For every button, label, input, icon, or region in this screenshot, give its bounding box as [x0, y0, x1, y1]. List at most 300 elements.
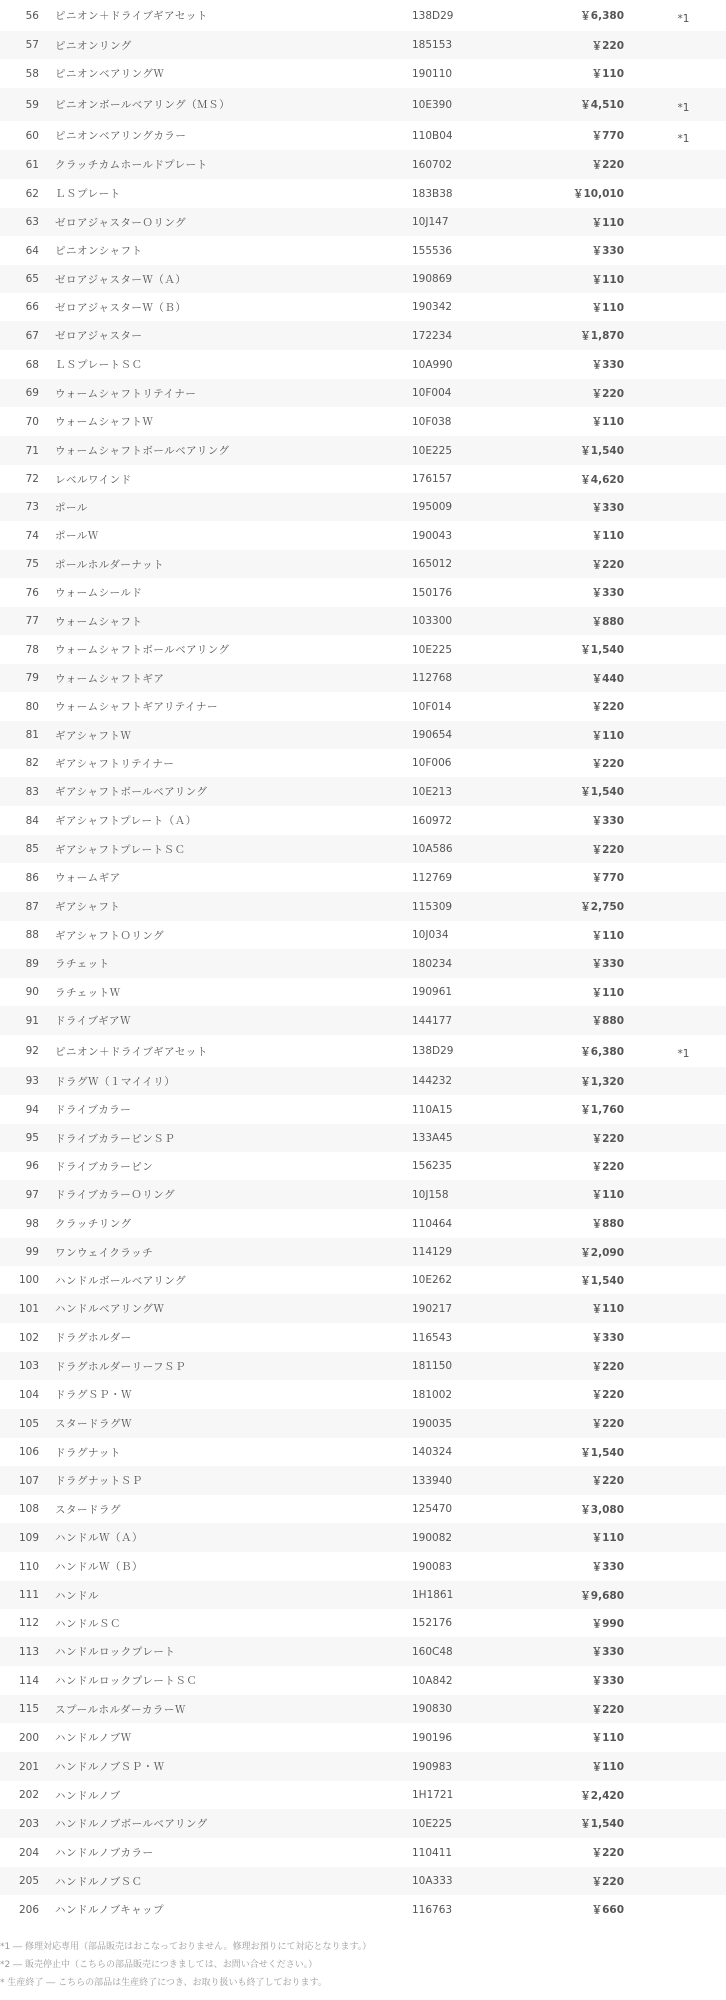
- part-number: 85: [25, 843, 39, 855]
- part-note: [624, 1152, 726, 1180]
- price-value: 110: [602, 301, 624, 314]
- part-name: ピニオンボールベアリング（ＭＳ）: [55, 99, 231, 111]
- part-price: [533, 88, 624, 121]
- part-number: 203: [18, 1817, 39, 1830]
- price-value: 1,540: [590, 1446, 624, 1459]
- part-code: 150176: [412, 586, 453, 599]
- part-number: 201: [18, 1760, 39, 1773]
- part-name: ハンドル: [55, 1589, 99, 1602]
- part-price: [533, 1581, 624, 1609]
- table-row: [0, 749, 726, 777]
- table-row: [0, 208, 726, 236]
- part-number: 200: [18, 1731, 39, 1744]
- part-note: [624, 607, 726, 635]
- part-name: ハンドルノブＳＰ・Ｗ: [55, 1761, 165, 1773]
- footnote-marker: *1: [677, 12, 690, 25]
- part-code: 10J158: [412, 1188, 449, 1201]
- currency-symbol: ￥: [591, 416, 603, 428]
- price-value: 6,380: [590, 1045, 624, 1058]
- currency-symbol: ￥: [591, 558, 603, 571]
- table-row: [0, 578, 726, 607]
- part-price: [533, 949, 624, 978]
- part-number: 61: [25, 158, 39, 171]
- part-code: 114129: [412, 1246, 453, 1258]
- part-name: ピニオン＋ドライブギアセット: [55, 1045, 208, 1058]
- currency-symbol: ￥: [591, 815, 603, 827]
- part-code: 138D29: [412, 1045, 454, 1057]
- part-code: 183B38: [412, 187, 453, 200]
- part-number: 75: [25, 558, 39, 570]
- part-note: [624, 321, 726, 350]
- part-code: 10F038: [412, 415, 452, 428]
- currency-symbol: ￥: [580, 1045, 591, 1058]
- currency-symbol: ￥: [591, 501, 603, 514]
- part-price: [533, 1609, 624, 1637]
- footnote-3: * 生産終了 ― こちらの部品は生産終了につき、お取り扱いも終了しております。: [0, 1978, 327, 1988]
- part-note: [624, 1266, 726, 1294]
- part-note: [624, 88, 726, 121]
- table-row: [0, 1609, 726, 1637]
- part-price: [533, 350, 624, 379]
- price-value: 330: [602, 1646, 624, 1658]
- price-value: 220: [602, 39, 624, 52]
- currency-symbol: ￥: [591, 1617, 603, 1630]
- part-price: [533, 1352, 624, 1380]
- currency-symbol: ￥: [580, 1789, 591, 1802]
- part-price: [533, 1035, 624, 1067]
- part-price: [533, 1495, 624, 1523]
- part-code: 144232: [412, 1075, 453, 1087]
- part-note: [624, 1552, 726, 1581]
- part-note: [624, 59, 726, 88]
- part-number: 57: [25, 39, 39, 51]
- part-price: [533, 1552, 624, 1581]
- part-code: 110464: [412, 1217, 453, 1230]
- table-row: [0, 1695, 726, 1723]
- part-note: [624, 1609, 726, 1637]
- currency-symbol: ￥: [591, 1561, 603, 1573]
- price-value: 330: [602, 359, 624, 371]
- part-price: [533, 1067, 624, 1095]
- part-number: 84: [25, 814, 39, 827]
- part-note: [624, 578, 726, 607]
- table-row: [0, 493, 726, 521]
- currency-symbol: ￥: [580, 786, 591, 798]
- price-value: 440: [602, 672, 624, 685]
- part-code: 10A586: [412, 843, 453, 855]
- part-price: [533, 1637, 624, 1666]
- part-name: ＬＳプレート: [55, 188, 121, 200]
- part-note: [624, 721, 726, 749]
- currency-symbol: ￥: [580, 1589, 591, 1602]
- table-row: [0, 179, 726, 208]
- part-name: ゼロアジャスターＷ（Ｂ）: [55, 301, 187, 314]
- part-name: ハンドルＷ（Ｂ）: [55, 1561, 143, 1573]
- part-number: 78: [25, 643, 39, 656]
- currency-symbol: ￥: [580, 1274, 591, 1287]
- price-value: 110: [602, 986, 624, 999]
- part-price: [533, 1666, 624, 1695]
- price-value: 110: [602, 273, 624, 286]
- part-code: 10F004: [412, 387, 452, 399]
- part-number: 113: [18, 1645, 39, 1658]
- part-price: [533, 1266, 624, 1294]
- table-row: [0, 1238, 726, 1266]
- table-row: [0, 692, 726, 721]
- part-note: [624, 550, 726, 578]
- part-price: [533, 1867, 624, 1895]
- price-value: 1,540: [590, 1818, 624, 1830]
- part-code: 165012: [412, 558, 453, 570]
- part-number: 72: [25, 473, 39, 485]
- part-code: 133940: [412, 1474, 453, 1487]
- table-row: [0, 1095, 726, 1124]
- part-note: [624, 692, 726, 721]
- part-note: [624, 1666, 726, 1695]
- part-number: 101: [18, 1302, 39, 1315]
- price-value: 660: [602, 1904, 624, 1916]
- part-number: 102: [18, 1331, 39, 1344]
- table-row: [0, 835, 726, 863]
- table-row: [0, 978, 726, 1006]
- table-row: [0, 921, 726, 949]
- part-note: [624, 1809, 726, 1838]
- price-value: 220: [602, 1847, 624, 1859]
- part-name: ピニオンリング: [55, 39, 132, 52]
- part-number: 58: [25, 67, 39, 80]
- part-price: [533, 121, 624, 150]
- table-row: [0, 1152, 726, 1180]
- part-number: 100: [18, 1274, 39, 1286]
- part-note: [624, 1495, 726, 1523]
- part-note: [624, 1409, 726, 1438]
- part-number: 80: [25, 700, 39, 713]
- price-value: 10,010: [583, 188, 624, 200]
- table-row: [0, 521, 726, 550]
- part-note: [624, 208, 726, 236]
- table-row: [0, 1895, 726, 1924]
- price-value: 220: [602, 1360, 624, 1373]
- currency-symbol: ￥: [591, 530, 603, 542]
- part-name: ギアシャフトプレートＳＣ: [55, 843, 186, 856]
- part-number: 86: [25, 871, 39, 884]
- part-number: 62: [25, 187, 39, 200]
- part-price: [533, 465, 624, 493]
- part-price: [533, 1723, 624, 1752]
- part-note: [624, 949, 726, 978]
- part-name: ギアシャフトプレート（Ａ）: [55, 815, 197, 827]
- part-number: 205: [18, 1875, 39, 1887]
- part-price: [533, 1380, 624, 1409]
- part-number: 114: [18, 1674, 39, 1687]
- part-name: ドラグホルダーリーフＳＰ: [55, 1360, 187, 1373]
- currency-symbol: ￥: [591, 1132, 603, 1145]
- currency-symbol: ￥: [591, 39, 603, 52]
- price-value: 110: [602, 929, 624, 942]
- part-number: 63: [25, 216, 39, 228]
- part-name: ギアシャフトＯリング: [55, 929, 165, 942]
- currency-symbol: ￥: [580, 901, 591, 913]
- part-note: [624, 0, 726, 31]
- part-note: [624, 407, 726, 436]
- part-code: 10E225: [412, 1817, 453, 1830]
- part-price: [533, 1695, 624, 1723]
- part-number: 105: [18, 1417, 39, 1430]
- part-number: 90: [25, 986, 39, 998]
- part-number: 66: [25, 301, 39, 313]
- part-name: ウォームシャフト: [55, 615, 143, 628]
- part-code: 10E262: [412, 1274, 453, 1286]
- part-code: 10F006: [412, 757, 452, 769]
- currency-symbol: ￥: [591, 1218, 603, 1230]
- part-number: 68: [25, 358, 39, 371]
- part-number: 82: [25, 757, 39, 769]
- currency-symbol: ￥: [591, 615, 603, 628]
- part-code: 140324: [412, 1446, 453, 1458]
- part-code: 181002: [412, 1388, 453, 1401]
- table-row: [0, 1552, 726, 1581]
- part-number: 91: [25, 1014, 39, 1027]
- part-name: スタードラグ: [55, 1503, 121, 1516]
- currency-symbol: ￥: [580, 473, 591, 486]
- part-code: 180234: [412, 957, 453, 970]
- part-note: [624, 749, 726, 777]
- table-row: [0, 863, 726, 892]
- currency-symbol: ￥: [580, 1104, 591, 1116]
- part-number: 106: [18, 1446, 39, 1458]
- part-code: 116543: [412, 1331, 453, 1344]
- part-name: レベルワインド: [55, 473, 132, 486]
- part-note: [624, 179, 726, 208]
- part-number: 64: [25, 244, 39, 257]
- part-note: [624, 1209, 726, 1238]
- part-price: [533, 1409, 624, 1438]
- currency-symbol: ￥: [591, 1532, 603, 1544]
- part-number: 104: [18, 1388, 39, 1401]
- part-code: 176157: [412, 473, 453, 485]
- price-value: 220: [602, 1475, 624, 1487]
- part-note: [624, 1752, 726, 1781]
- part-note: [624, 664, 726, 692]
- part-name: ウォームシールド: [55, 587, 143, 599]
- table-row: [0, 265, 726, 293]
- currency-symbol: ￥: [591, 1761, 603, 1773]
- part-price: [533, 1294, 624, 1323]
- table-row: [0, 379, 726, 407]
- part-number: 108: [18, 1503, 39, 1515]
- price-value: 880: [602, 1218, 624, 1230]
- part-number: 59: [25, 98, 39, 111]
- part-note: [624, 1637, 726, 1666]
- part-name: ドラグＳＰ・Ｗ: [55, 1389, 132, 1401]
- part-name: ドライブカラーピン: [55, 1160, 154, 1173]
- table-row: [0, 1781, 726, 1809]
- currency-symbol: ￥: [591, 1475, 603, 1487]
- price-value: 4,620: [590, 473, 624, 486]
- part-number: 77: [25, 615, 39, 627]
- part-code: 195009: [412, 501, 453, 513]
- price-value: 330: [602, 1332, 624, 1344]
- price-value: 880: [602, 615, 624, 628]
- price-value: 770: [602, 130, 624, 142]
- part-code: 185153: [412, 39, 453, 51]
- part-number: 110: [18, 1560, 39, 1573]
- part-number: 94: [25, 1103, 39, 1116]
- table-row: [0, 1035, 726, 1067]
- price-value: 110: [602, 1303, 624, 1315]
- part-name: ハンドルＳＣ: [55, 1617, 121, 1630]
- table-row: [0, 465, 726, 493]
- part-note: [624, 1523, 726, 1552]
- currency-symbol: ￥: [591, 986, 603, 999]
- price-value: 220: [602, 1703, 624, 1716]
- price-value: 330: [602, 1561, 624, 1573]
- table-row: [0, 550, 726, 578]
- part-note: [624, 1095, 726, 1124]
- part-note: [624, 436, 726, 465]
- table-row: [0, 31, 726, 59]
- part-price: [533, 321, 624, 350]
- part-price: [533, 892, 624, 921]
- part-code: 10A842: [412, 1674, 453, 1687]
- part-code: 155536: [412, 244, 453, 257]
- currency-symbol: ￥: [580, 1446, 591, 1459]
- part-note: [624, 31, 726, 59]
- currency-symbol: ￥: [591, 359, 603, 371]
- part-price: [533, 407, 624, 436]
- part-code: 181150: [412, 1360, 453, 1372]
- part-note: [624, 1006, 726, 1035]
- part-name: ハンドルロックプレートＳＣ: [55, 1675, 198, 1687]
- part-note: [624, 978, 726, 1006]
- price-value: 330: [602, 815, 624, 827]
- part-code: 116763: [412, 1903, 453, 1916]
- part-number: 76: [25, 586, 39, 599]
- part-code: 190869: [412, 273, 453, 285]
- currency-symbol: ￥: [591, 1160, 603, 1173]
- part-name: クラッチカムホールドプレート: [55, 159, 208, 171]
- table-row: [0, 892, 726, 921]
- part-code: 110411: [412, 1846, 453, 1859]
- part-number: 109: [18, 1531, 39, 1544]
- currency-symbol: ￥: [580, 644, 591, 656]
- price-value: 3,080: [590, 1503, 624, 1516]
- table-row: [0, 88, 726, 121]
- part-name: ピニオンシャフト: [55, 245, 143, 257]
- part-price: [533, 1438, 624, 1466]
- currency-symbol: ￥: [591, 273, 603, 286]
- part-note: [624, 777, 726, 806]
- part-name: ハンドルノブキャップ: [55, 1904, 165, 1916]
- price-value: 2,090: [590, 1246, 624, 1259]
- price-value: 4,510: [590, 99, 624, 111]
- part-number: 206: [18, 1903, 39, 1916]
- price-value: 2,420: [590, 1789, 624, 1802]
- part-number: 67: [25, 329, 39, 342]
- part-price: [533, 550, 624, 578]
- part-price: [533, 436, 624, 465]
- table-row: [0, 436, 726, 465]
- currency-symbol: ￥: [591, 1703, 603, 1716]
- part-price: [533, 1209, 624, 1238]
- part-note: [624, 1294, 726, 1323]
- part-price: [533, 777, 624, 806]
- part-name: ドライブカラー: [55, 1104, 132, 1116]
- part-note: [624, 493, 726, 521]
- part-price: [533, 31, 624, 59]
- part-price: [533, 236, 624, 265]
- table-row: [0, 1466, 726, 1495]
- part-code: 190035: [412, 1417, 453, 1430]
- part-code: 1H1861: [412, 1589, 454, 1601]
- part-note: [624, 521, 726, 550]
- part-price: [533, 1809, 624, 1838]
- part-name: ウォームギア: [55, 872, 121, 884]
- part-price: [533, 1323, 624, 1352]
- part-code: 10A333: [412, 1875, 453, 1887]
- part-note: [624, 1035, 726, 1067]
- table-row: [0, 1752, 726, 1781]
- part-price: [533, 1895, 624, 1924]
- part-price: [533, 1095, 624, 1124]
- part-number: 69: [25, 387, 39, 399]
- price-value: 880: [602, 1015, 624, 1027]
- part-code: 138D29: [412, 9, 454, 22]
- part-name: ドラグホルダー: [55, 1332, 132, 1344]
- part-name: ウォームシャフトリテイナー: [55, 387, 197, 400]
- part-name: ポールホルダーナット: [55, 558, 165, 571]
- table-row: [0, 0, 726, 31]
- part-note: [624, 236, 726, 265]
- part-code: 110A15: [412, 1103, 453, 1116]
- price-value: 220: [602, 387, 624, 400]
- currency-symbol: ￥: [580, 1503, 591, 1516]
- part-code: 190654: [412, 729, 453, 741]
- part-name: ギアシャフトＷ: [55, 729, 132, 742]
- part-name: ハンドルノブボールベアリング: [55, 1818, 208, 1830]
- part-number: 107: [18, 1474, 39, 1487]
- price-value: 330: [602, 245, 624, 257]
- table-row: [0, 1209, 726, 1238]
- part-note: [624, 1466, 726, 1495]
- price-value: 110: [602, 1532, 624, 1544]
- currency-symbol: ￥: [591, 1904, 603, 1916]
- part-name: ドラグナットＳＰ: [55, 1475, 143, 1487]
- part-code: 112769: [412, 871, 453, 884]
- part-number: 97: [25, 1188, 39, 1201]
- part-number: 103: [18, 1360, 39, 1372]
- table-row: [0, 664, 726, 692]
- part-price: [533, 1180, 624, 1209]
- part-code: 125470: [412, 1503, 453, 1515]
- price-value: 110: [602, 1732, 624, 1744]
- price-value: 330: [602, 587, 624, 599]
- footnotes: [0, 1924, 726, 1992]
- currency-symbol: ￥: [591, 1418, 603, 1430]
- part-name: ハンドルベアリングＷ: [55, 1303, 165, 1315]
- part-code: 10E213: [412, 785, 453, 798]
- part-price: [533, 1152, 624, 1180]
- currency-symbol: ￥: [591, 301, 603, 314]
- part-price: [533, 635, 624, 664]
- table-row: [0, 321, 726, 350]
- part-price: [533, 179, 624, 208]
- part-number: 65: [25, 273, 39, 285]
- part-code: 160972: [412, 814, 453, 827]
- part-note: [624, 1838, 726, 1867]
- part-number: 93: [25, 1075, 39, 1087]
- part-name: ラチェット: [55, 958, 110, 970]
